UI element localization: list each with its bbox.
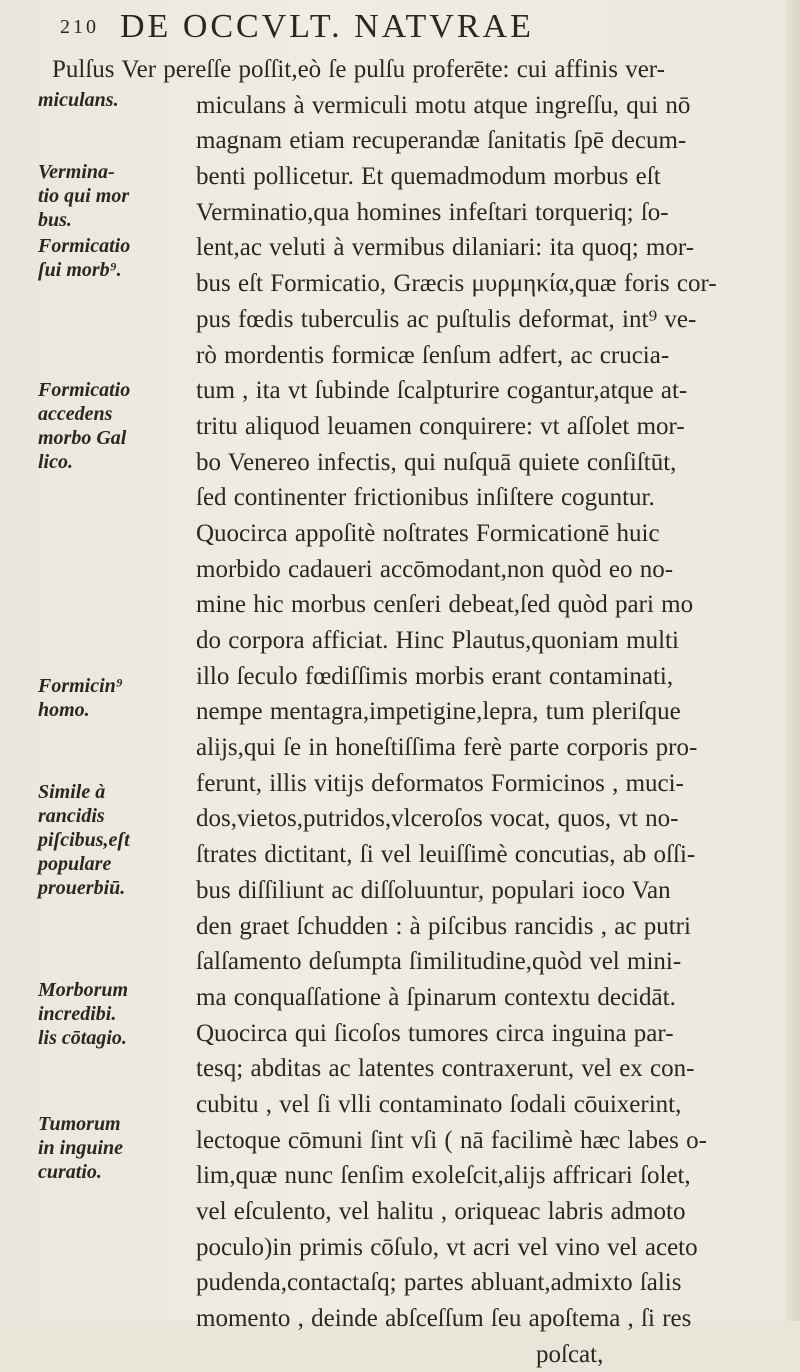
text-line: vel eſculento, vel halitu , oriqueac labris admoto <box>196 1198 686 1225</box>
text-line: den graet ſchudden : à piſcibus rancidis , ac putri <box>196 912 691 940</box>
text-line: benti pollicetur. Et quemadmodum morbus eſt <box>196 163 661 191</box>
text-line: pus fœdis tuberculis ac puſtulis deformat, int⁹ ve- <box>196 305 697 333</box>
text-line: ſtrates dictitant, ſi vel leuiſſimè concutias, ab oſſi- <box>196 841 696 869</box>
text-line: ſalſamento deſumpta ſimilitudine,quòd vel mini- <box>196 948 682 976</box>
text-line: alijs,qui ſe in honeſtiſſima ferè parte corporis pro- <box>196 734 698 762</box>
text-line: dos,vietos,putridos,vlceroſos vocat, quos, vt no- <box>196 805 679 833</box>
text-line: poculo)in primis cōſulo, vt acri vel vino vel aceto <box>196 1233 698 1261</box>
text-line: Pulſus Ver pereſſe poſſit,eò ſe pulſu proferēte: cui affinis ver- <box>52 56 665 83</box>
page-header <box>60 8 720 52</box>
text-line: do corpora afficiat. Hinc Plautus,quoniam multi <box>196 627 679 654</box>
text-line: nempe mentagra,impetigine,lepra, tum pleriſque <box>196 698 681 726</box>
margin-note: miculans. <box>38 89 119 111</box>
margin-note: Tumorum in inguine curatio. <box>38 1113 124 1183</box>
text-line: morbido cadaueri accōmodant,non quòd eo no- <box>196 555 674 583</box>
text-line: Quocirca qui ſicoſos tumores circa inguina par- <box>196 1019 674 1047</box>
text-line: ferunt, illis vitijs deformatos Formicinos , muci- <box>196 769 684 797</box>
text-line: tesq; abditas ac latentes contraxerunt, vel ex con- <box>196 1055 695 1083</box>
text-line: tritu aliquod leuamen conquirere: vt aſſolet mor- <box>196 412 685 440</box>
text-line: mine hic morbus cenſeri debeat,ſed quòd pari mo <box>196 591 694 619</box>
page-edge <box>786 0 800 1321</box>
margin-note: Formicatio accedens morbo Gal lico. <box>38 379 131 473</box>
text-line: lectoque cōmuni ſint vſi ( nā facilimè hæc labes o- <box>196 1126 707 1154</box>
text-line: pudenda,contactaſq; partes abluant,admixto ſalis <box>196 1269 682 1297</box>
text-line: bo Venereo infectis, qui nuſquā quiete conſiſtūt, <box>196 448 677 476</box>
margin-note: Vermina- tio qui mor bus. <box>38 161 130 231</box>
margin-note: Simile à rancidis piſcibus,eſt populare prouerbiū. <box>38 781 130 899</box>
text-line: ſed continenter frictionibus inſiſtere coguntur. <box>196 484 655 512</box>
text-line: tum , ita vt ſubinde ſcalpturire cogantur,atque at- <box>196 377 688 405</box>
text-line: cubitu , vel ſi vlli contaminato ſodali cōuixerint, <box>196 1090 682 1118</box>
text-line: illo ſeculo fœdiſſimis morbis erant contaminati, <box>196 662 674 690</box>
text-line: miculans à vermiculi motu atque ingreſſu, qui nō <box>196 91 691 119</box>
text-line: Quocirca appoſitè noſtrates Formicationē huic <box>196 519 660 547</box>
margin-note: Formicin⁹ homo. <box>38 675 123 721</box>
text-line: Verminatio,qua homines infeſtari torqueriq; ſo- <box>196 198 669 226</box>
text-line: magnam etiam recuperandæ ſanitatis ſpē decum- <box>196 127 687 155</box>
text-line: bus eſt Formicatio, Græcis μυρμηκία,quæ foris cor- <box>196 270 717 298</box>
text-line: ma conquaſſatione à ſpinarum contextu decidāt. <box>196 983 676 1011</box>
text-line: poſcat, <box>536 1340 604 1368</box>
running-title: DE OCCVLT. NATVRAE <box>120 8 534 45</box>
page-number: 210 <box>60 16 99 38</box>
margin-note: Morborum incredibi. lis cōtagio. <box>38 979 129 1049</box>
text-line: lim,quæ nunc ſenſim exoleſcit,alijs affricari ſolet, <box>196 1162 691 1190</box>
text-line: rò mordentis formicæ ſenſum adfert, ac crucia- <box>196 341 670 369</box>
margin-note: Formicatio ſui morb⁹. <box>38 235 131 281</box>
text-line: lent,ac veluti à vermibus dilaniari: ita quoq; mor- <box>196 234 695 262</box>
text-line: momento , deinde abſceſſum ſeu apoſtema , ſi res <box>196 1305 692 1333</box>
text-line: bus diſſiliunt ac diſſoluuntur, populari ioco Van <box>196 876 671 904</box>
